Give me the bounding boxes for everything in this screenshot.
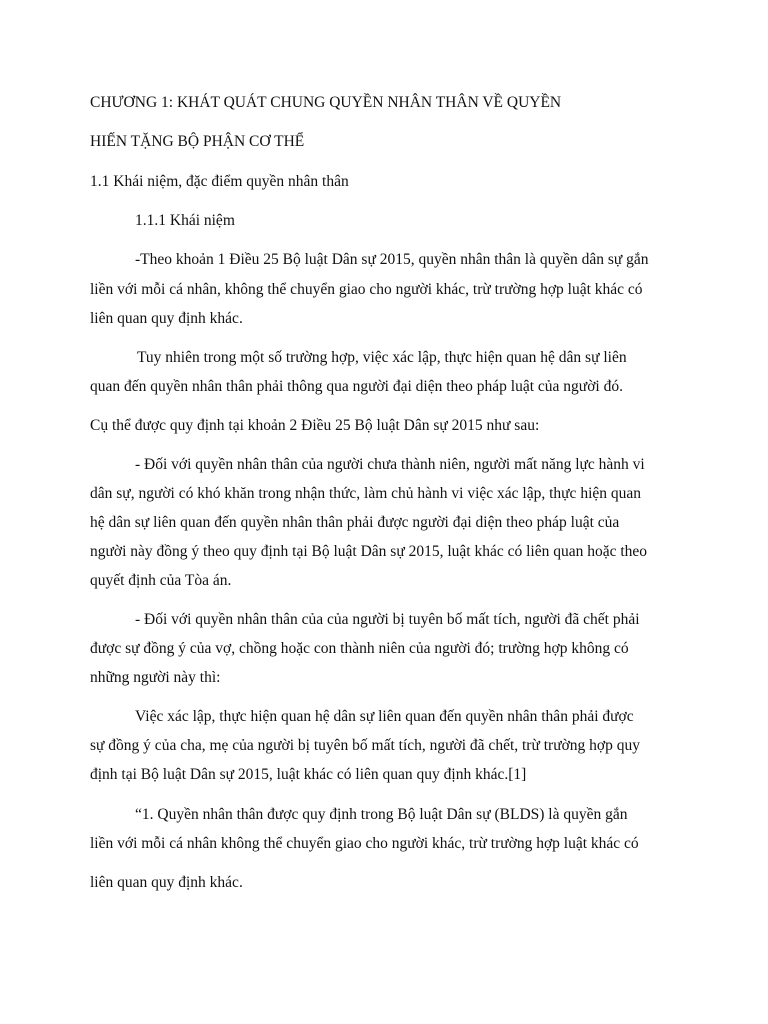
chapter-title-line-1: CHƯƠNG 1: KHÁT QUÁT CHUNG QUYỀN NHÂN THÂN VỀ QUYỀN (90, 94, 562, 111)
paragraph-7-line-1: “1. Quyền nhân thân được quy định trong Bộ luật Dân sự (BLDS) là quyền gắn (135, 806, 628, 823)
paragraph-2-line-2: quan đến quyền nhân thân phải thông qua người đại diện theo pháp luật của người đó. (90, 378, 623, 395)
paragraph-1-line-2: liền với mỗi cá nhân, không thể chuyển giao cho người khác, trừ trường hợp luật khác có (90, 281, 643, 298)
paragraph-5-line-2: được sự đồng ý của vợ, chồng hoặc con thành niên của người đó; trường hợp không có (90, 640, 629, 657)
chapter-title-line-2: HIẾN TẶNG BỘ PHẬN CƠ THỂ (90, 133, 305, 150)
section-heading: 1.1 Khái niệm, đặc điểm quyền nhân thân (90, 173, 349, 190)
paragraph-5-line-3: những người này thì: (90, 669, 221, 686)
paragraph-4-line-4: người này đồng ý theo quy định tại Bộ luật Dân sự 2015, luật khác có liên quan hoặc theo (90, 543, 648, 560)
paragraph-5-line-1: - Đối với quyền nhân thân của của người bị tuyên bố mất tích, người đã chết phải (135, 611, 640, 628)
paragraph-4-line-2: dân sự, người có khó khăn trong nhận thức, làm chủ hành vi việc xác lập, thực hiện quan (90, 485, 642, 502)
paragraph-4-line-3: hệ dân sự liên quan đến quyền nhân thân phải được người đại diện theo pháp luật của (90, 514, 620, 531)
paragraph-4-line-1: - Đối với quyền nhân thân của người chưa thành niên, người mất năng lực hành vi (135, 456, 645, 473)
paragraph-6-line-3: định tại Bộ luật Dân sự 2015, luật khác có liên quan quy định khác.[1] (90, 766, 527, 783)
paragraph-2-line-1: Tuy nhiên trong một số trường hợp, việc xác lập, thực hiện quan hệ dân sự liên (137, 349, 627, 366)
paragraph-6-line-2: sự đồng ý của cha, mẹ của người bị tuyên bố mất tích, người đã chết, trừ trường hợp quy (90, 737, 641, 754)
subsection-heading: 1.1.1 Khái niệm (135, 212, 235, 229)
paragraph-1-line-3: liên quan quy định khác. (90, 310, 243, 327)
paragraph-1-line-1: -Theo khoản 1 Điều 25 Bộ luật Dân sự 2015, quyền nhân thân là quyền dân sự gắn (135, 251, 649, 268)
paragraph-4-line-5: quyết định của Tòa án. (90, 572, 232, 589)
paragraph-6-line-1: Việc xác lập, thực hiện quan hệ dân sự liên quan đến quyền nhân thân phải được (135, 708, 634, 725)
paragraph-3-line-1: Cụ thể được quy định tại khoản 2 Điều 25 Bộ luật Dân sự 2015 như sau: (90, 417, 540, 434)
paragraph-7-line-2: liền với mỗi cá nhân không thể chuyển giao cho người khác, trừ trường hợp luật khác có (90, 835, 639, 852)
paragraph-7-line-3: liên quan quy định khác. (90, 874, 243, 891)
